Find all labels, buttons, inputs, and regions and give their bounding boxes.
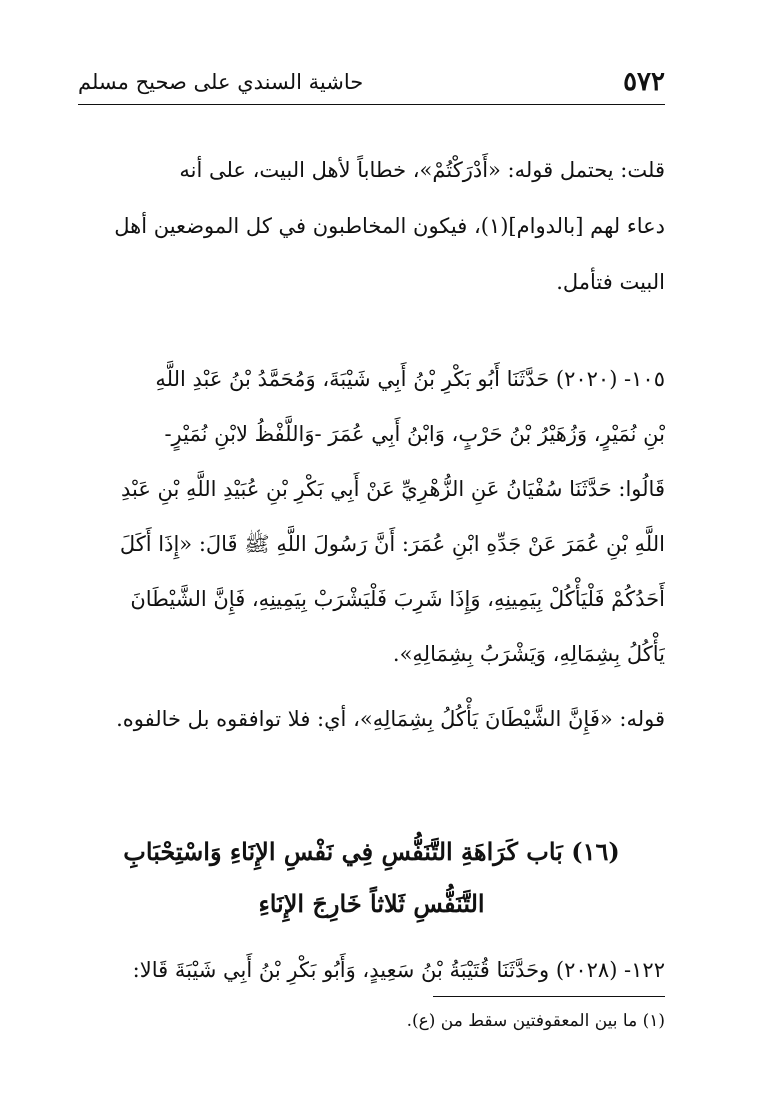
- text-line: ١٠٥- (٢٠٢٠) حَدَّثَنَا أَبُو بَكْرِ بْنُ أَبِي شَيْبَةَ، وَمُحَمَّدُ بْنُ عَبْدِ اللَّهِ: [155, 367, 665, 391]
- commentary-paragraph-2: [78, 694, 665, 744]
- footnote-divider: [433, 996, 665, 997]
- running-title: حاشية السندي على صحيح مسلم: [78, 70, 364, 94]
- hadith-105-paragraph: [78, 352, 665, 682]
- heading-line: (١٦) بَاب كَرَاهَةِ التَّنَفُّسِ فِي نَفْسِ الإِنَاءِ وَاسْتِحْبَابِ: [123, 837, 620, 866]
- text-line: قوله: «فَإِنَّ الشَّيْطَانَ يَأْكُلُ بِشِمَالِهِ»، أي: فلا توافقوه بل خالفوه.: [116, 707, 665, 731]
- text-line: قَالُوا: حَدَّثَنَا سُفْيَانُ عَنِ الزُّهْرِيِّ عَنْ أَبِي بَكْرِ بْنِ عُبَيْدِ اللَّهِ بْنِ عَبْدِ: [120, 477, 665, 501]
- page-header: [78, 60, 665, 105]
- heading-line: التَّنَفُّسِ ثَلاثاً خَارِجَ الإِنَاءِ: [258, 889, 485, 918]
- text-line: يَأْكُلُ بِشِمَالِهِ، وَيَشْرَبُ بِشِمَالِهِ».: [392, 642, 665, 666]
- chapter-heading: [78, 826, 665, 930]
- text-line: بْنِ نُمَيْرٍ، وَزُهَيْرُ بْنُ حَرْبٍ، وَابْنُ أَبِي عُمَرَ -وَاللَّفْظُ لابْنِ نُمَيْرٍ-: [164, 422, 665, 446]
- text-line: قلت: يحتمل قوله: «أَدْرَكْتُمْ»، خطاباً لأهل البيت، على أنه: [179, 158, 665, 182]
- text-line: اللَّهِ بْنِ عُمَرَ عَنْ جَدِّهِ ابْنِ عُمَرَ: أَنَّ رَسُولَ اللَّهِ ﷺ قَالَ: «إِذَا أَكَلَ: [119, 532, 665, 556]
- commentary-paragraph-1: [78, 142, 665, 310]
- text-line: ١٢٢- (٢٠٢٨) وحَدَّثَنَا قُتَيْبَةُ بْنُ سَعِيدٍ، وَأَبُو بَكْرِ بْنُ أَبِي شَيْبَةَ قَالا:: [132, 958, 665, 982]
- text-line: دعاء لهم [بالدوام](١)، فيكون المخاطبون في كل الموضعين أهل: [114, 214, 665, 238]
- footnote: (١) ما بين المعقوفتين سقط من (ع).: [406, 1011, 665, 1031]
- page-number: ٥٧٢: [623, 67, 665, 97]
- text-line: البيت فتأمل.: [556, 270, 665, 294]
- hadith-122-paragraph: [78, 946, 665, 994]
- text-line: أَحَدُكُمْ فَلْيَأْكُلْ بِيَمِينِهِ، وَإِذَا شَرِبَ فَلْيَشْرَبْ بِيَمِينِهِ، فَإِنَّ الشَّيْطَانَ: [130, 587, 665, 611]
